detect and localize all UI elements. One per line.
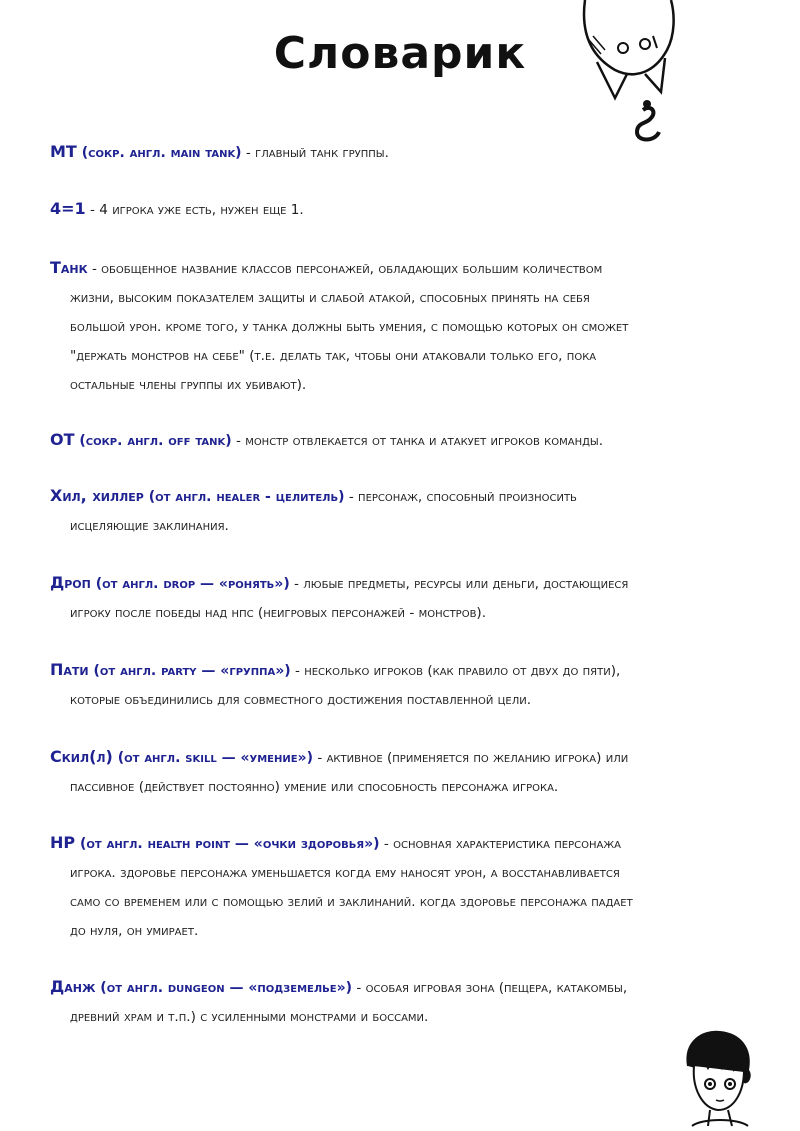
glossary-entry xyxy=(50,568,750,628)
character-head-doodle-icon xyxy=(678,1026,758,1130)
entry-text: исцеляющие заклинания. xyxy=(70,518,229,534)
entry-term: Данж (от англ. dungeon — «подземелье») xyxy=(50,977,353,996)
entry-term: Хил, хиллер (от англ. healer - целитель) xyxy=(50,486,345,505)
entry-text: пассивное (действует постоянно) умение или способность персонажа игрока. xyxy=(70,779,559,795)
entry-text: - 4 игрока уже есть, нужен еще 1. xyxy=(85,202,304,218)
entry-text: - монстр отвлекается от танка и атакует игроков команды. xyxy=(231,433,604,449)
entry-text: остальные члены группы их убивают). xyxy=(70,377,307,393)
entry-text: - активное (применяется по желанию игрока) или xyxy=(313,750,629,766)
glossary-entry xyxy=(50,481,750,541)
entry-text: жизни, высоким показателем защиты и слабой атакой, способных принять на себя xyxy=(70,290,590,306)
glossary-entry xyxy=(50,742,750,802)
entry-term: Танк xyxy=(50,258,88,277)
entry-text: древний храм и т.п.) с усиленными монстрами и боссами. xyxy=(70,1009,429,1025)
entry-term: HP (от англ. health point — «очки здоровья») xyxy=(50,833,380,852)
entry-text: - главный танк группы. xyxy=(241,145,389,161)
glossary-entry xyxy=(50,194,750,225)
entry-text: - особая игровая зона (пещера, катакомбы, xyxy=(352,980,628,996)
entry-term: Скил(л) (от англ. skill — «умение») xyxy=(50,747,314,766)
glossary-entry xyxy=(50,253,750,400)
entry-text: - любые предметы, ресурсы или деньги, достающиеся xyxy=(289,576,629,592)
page-title: Словарик xyxy=(273,28,527,79)
entry-term: 4=1 xyxy=(50,199,86,218)
entry-term: Дроп (от англ. drop — «ронять») xyxy=(50,573,290,592)
glossary-entry xyxy=(50,425,750,456)
entry-term: МТ (сокр. англ. main tank) xyxy=(50,142,242,161)
entry-text: - обобщенное название классов персонажей, обладающих большим количеством xyxy=(87,261,603,277)
glossary-entry xyxy=(50,828,750,946)
entry-term: Пати (от англ. party — «группа») xyxy=(50,660,291,679)
entry-text: которые объединились для совместного достижения поставленной цели. xyxy=(70,692,532,708)
entry-text: - основная характеристика персонажа xyxy=(379,836,621,852)
entry-text: само со временем или с помощью зелий и заклинаний. когда здоровье персонажа падает xyxy=(70,894,633,910)
entry-text: "держать монстров на себе" (т.е. делать так, чтобы они атаковали только его, пока xyxy=(70,348,597,364)
cat-doodle-icon xyxy=(575,0,685,150)
glossary-entry xyxy=(50,972,750,1032)
glossary-entry xyxy=(50,655,750,715)
glossary-entry xyxy=(50,137,750,168)
entry-text: игрока. здоровье персонажа уменьшается когда ему наносят урон, а восстанавливается xyxy=(70,865,620,881)
entry-text: - персонаж, способный произносить xyxy=(344,489,577,505)
entry-term: ОТ (сокр. англ. off tank) xyxy=(50,430,232,449)
entry-text: - несколько игроков (как правило от двух до пяти), xyxy=(290,663,621,679)
entry-text: игроку после победы над нпс (неигровых персонажей - монстров). xyxy=(70,605,487,621)
entry-text: большой урон. кроме того, у танка должны быть умения, с помощью которых он сможет xyxy=(70,319,629,335)
entry-text: до нуля, он умирает. xyxy=(70,923,199,939)
